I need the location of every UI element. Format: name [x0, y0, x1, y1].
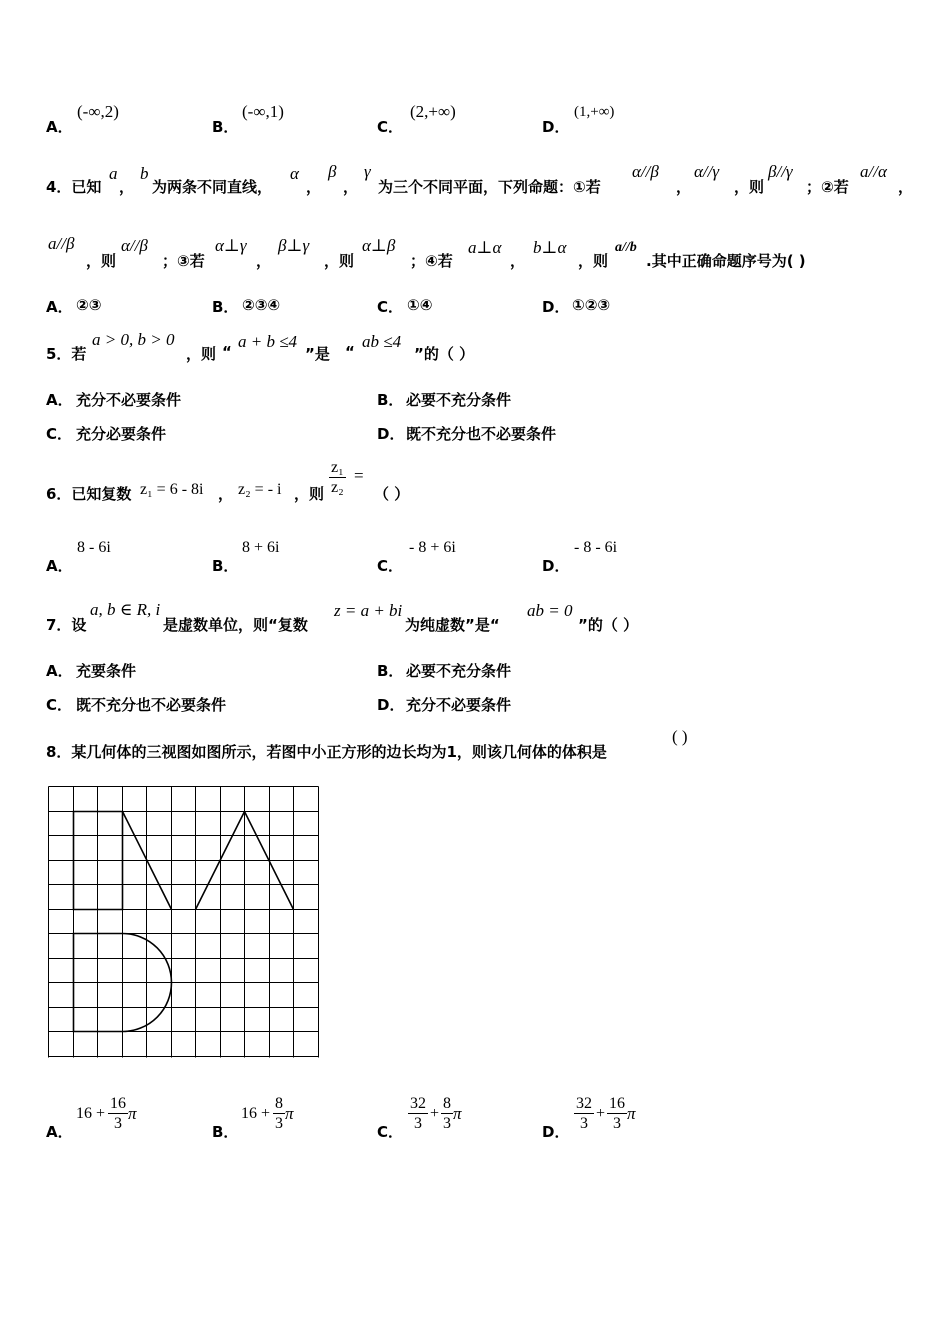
q4-math-12: a//b	[615, 240, 637, 255]
q7-option-d-text: 充分不必要条件	[406, 696, 512, 714]
q8-c-num1: 32	[410, 1095, 426, 1112]
q6-math-2: z₂ = - i	[238, 481, 282, 498]
q6-text-2: （ ）	[374, 485, 410, 503]
q8-option-b-label: B．	[212, 1123, 239, 1141]
q3-option-c-math: (2,+∞)	[410, 102, 456, 121]
q4-text-1: 为两条不同直线，	[152, 178, 273, 196]
q8-d-plus: +	[596, 1104, 606, 1122]
q7-option-b-label: B．	[377, 662, 404, 680]
q4-comma-5: ，	[256, 252, 272, 270]
q6-option-d-label: D．	[542, 557, 570, 575]
q5-text-2: ”的（ ）	[414, 345, 475, 363]
q5-number: 5．若	[46, 345, 87, 363]
q6-fraction	[329, 458, 346, 497]
q7-option-a-label: A．	[46, 662, 73, 680]
q8-b-pre: 16 +	[241, 1104, 271, 1122]
q4-sep: ，	[119, 178, 135, 196]
q8-d-pi: π	[627, 1103, 636, 1123]
q8-a-pre: 16 +	[76, 1104, 106, 1122]
q5-quote-open-2: “	[345, 343, 355, 361]
q4-math-11: b⊥α	[533, 238, 567, 257]
q8-option-a-math	[76, 1094, 137, 1133]
q8-option-c-math	[408, 1094, 462, 1133]
q4-math-10: a⊥α	[468, 238, 502, 257]
q8-paren: ( )	[672, 727, 688, 746]
q8-option-c-label: C．	[377, 1123, 404, 1141]
q7-math-3: ab = 0	[527, 601, 573, 620]
q4-math-4: a//α	[860, 162, 887, 181]
q5-text-1: ，则	[186, 345, 217, 363]
q8-b-den: 3	[275, 1115, 284, 1132]
q7-math-2: z = a + bi	[334, 601, 403, 620]
q7-option-c-text: 既不充分也不必要条件	[76, 696, 227, 714]
q5-math-1: a > 0, b > 0	[92, 330, 175, 349]
q6-math-1: z₁ = 6 - 8i	[140, 481, 204, 498]
three-view-figure	[48, 786, 320, 1060]
q4-beta: β	[328, 162, 337, 181]
q4-text-3: ，则	[734, 178, 765, 196]
figure-outlines	[74, 812, 294, 1032]
q6-option-c-label: C．	[377, 557, 404, 575]
q8-text: 8．某几何体的三视图如图所示，若图中小正方形的边长均为1，则该几何体的体积是	[46, 743, 607, 761]
q7-option-c-label: C．	[46, 696, 73, 714]
q4-comma-3: ，	[676, 178, 692, 196]
q8-d-den1: 3	[580, 1115, 588, 1132]
q4-math-6: α//β	[121, 236, 148, 255]
q4-text-4: ；②若	[806, 178, 849, 196]
q4-math-9: α⊥β	[362, 236, 396, 255]
grid-lines	[49, 787, 319, 1058]
q6-option-b-math: 8 + 6i	[242, 539, 280, 556]
q4-option-b-text: ②③④	[242, 296, 281, 314]
q4-math-2: α//γ	[694, 162, 720, 181]
q5-option-a-label: A．	[46, 391, 73, 409]
q4-comma-2: ，	[343, 178, 359, 196]
q4-text-9: ，则	[578, 252, 609, 270]
q6-option-c-math: - 8 + 6i	[409, 539, 456, 556]
q4-gamma: γ	[364, 162, 371, 181]
q3-option-c-label: C．	[377, 118, 404, 136]
q8-a-pi: π	[128, 1103, 137, 1123]
q4-text-7: ，则	[324, 252, 355, 270]
q8-c-den: 3	[443, 1115, 452, 1132]
q6-option-a-label: A．	[46, 557, 73, 575]
q3-option-b-math: (-∞,1)	[242, 102, 284, 121]
q7-text-3: ”的（ ）	[578, 616, 639, 634]
q4-option-a-label: A．	[46, 298, 73, 316]
q8-option-d-label: D．	[542, 1123, 570, 1141]
q8-b-pi: π	[285, 1103, 294, 1123]
q5-math-2: a + b ≤4	[238, 332, 298, 351]
q4-text-2: 为三个不同平面，下列命题：①若	[378, 178, 601, 196]
q7-option-d-label: D．	[377, 696, 405, 714]
q4-text-6: ；③若	[162, 252, 205, 270]
q8-a-den: 3	[114, 1115, 123, 1132]
q6-sep: ，	[218, 485, 234, 503]
q4-comma-1: ，	[306, 178, 322, 196]
q5-quote-close: ”是	[305, 345, 330, 363]
q4-comma-4: ，	[898, 178, 914, 196]
q3-option-d-math: (1,+∞)	[574, 104, 615, 120]
q5-option-d-text: 既不充分也不必要条件	[406, 425, 557, 443]
q6-frac-den: z₂	[331, 479, 344, 496]
q3-option-a-label: A．	[46, 118, 73, 136]
q6-option-a-math: 8 - 6i	[77, 539, 111, 556]
q8-c-den1: 3	[414, 1115, 422, 1132]
q8-d-num1: 32	[576, 1095, 592, 1112]
q8-b-num: 8	[275, 1095, 284, 1112]
q4-text-8: ；④若	[410, 252, 453, 270]
q4-option-d-text: ①②③	[572, 296, 611, 314]
q3-option-a-math: (-∞,2)	[77, 102, 119, 121]
q8-c-plus: +	[430, 1104, 440, 1122]
q4-text-10: .其中正确命题序号为( )	[646, 252, 806, 270]
q4-var-b: b	[140, 164, 149, 183]
q6-eq: =	[354, 466, 364, 485]
q8-a-num: 16	[110, 1095, 127, 1112]
q7-math-1: a, b ∈ R, i	[90, 600, 161, 619]
q7-number: 7．设	[46, 616, 87, 634]
q4-number: 4．已知	[46, 178, 102, 196]
q7-text-1: 是虚数单位，则“复数	[163, 616, 308, 634]
q4-math-5: a//β	[48, 234, 75, 253]
q4-math-1: α//β	[632, 162, 659, 181]
q4-option-c-label: C．	[377, 298, 404, 316]
q4-option-d-label: D．	[542, 298, 570, 316]
q4-comma-6: ，	[510, 252, 526, 270]
q5-option-d-label: D．	[377, 425, 405, 443]
q5-quote-open: “	[222, 343, 232, 361]
q5-option-c-label: C．	[46, 425, 73, 443]
q3-option-d-label: D．	[542, 118, 570, 136]
q4-option-b-label: B．	[212, 298, 239, 316]
q4-var-a: a	[109, 164, 118, 183]
q8-option-a-label: A．	[46, 1123, 73, 1141]
q5-option-a-text: 充分不必要条件	[76, 391, 182, 409]
q6-option-b-label: B．	[212, 557, 239, 575]
q3-option-b-label: B．	[212, 118, 239, 136]
q6-option-d-math: - 8 - 6i	[574, 539, 618, 556]
q5-option-c-text: 充分必要条件	[76, 425, 167, 443]
q8-d-den: 3	[613, 1115, 622, 1132]
q4-math-3: β//γ	[768, 162, 793, 181]
q4-text-5: ，则	[86, 252, 117, 270]
q7-option-a-text: 充要条件	[76, 662, 137, 680]
q8-c-num: 8	[443, 1095, 452, 1112]
q8-option-b-math	[241, 1094, 294, 1133]
q8-d-num: 16	[609, 1095, 626, 1112]
q6-frac-num: z₁	[331, 459, 344, 476]
q4-option-c-text: ①④	[407, 296, 433, 314]
q4-alpha: α	[290, 164, 299, 183]
q7-text-2: 为纯虚数”是“	[405, 616, 500, 634]
q4-math-8: β⊥γ	[278, 236, 310, 255]
q6-text-1: ，则	[294, 485, 325, 503]
q4-option-a-text: ②③	[76, 296, 102, 314]
q5-option-b-text: 必要不充分条件	[406, 391, 512, 409]
q6-number: 6．已知复数	[46, 485, 132, 503]
q5-option-b-label: B．	[377, 391, 404, 409]
q8-option-d-math	[574, 1094, 636, 1133]
q4-math-7: α⊥γ	[215, 236, 247, 255]
q8-c-pi: π	[453, 1103, 462, 1123]
q5-math-3: ab ≤4	[362, 332, 402, 351]
q7-option-b-text: 必要不充分条件	[406, 662, 512, 680]
